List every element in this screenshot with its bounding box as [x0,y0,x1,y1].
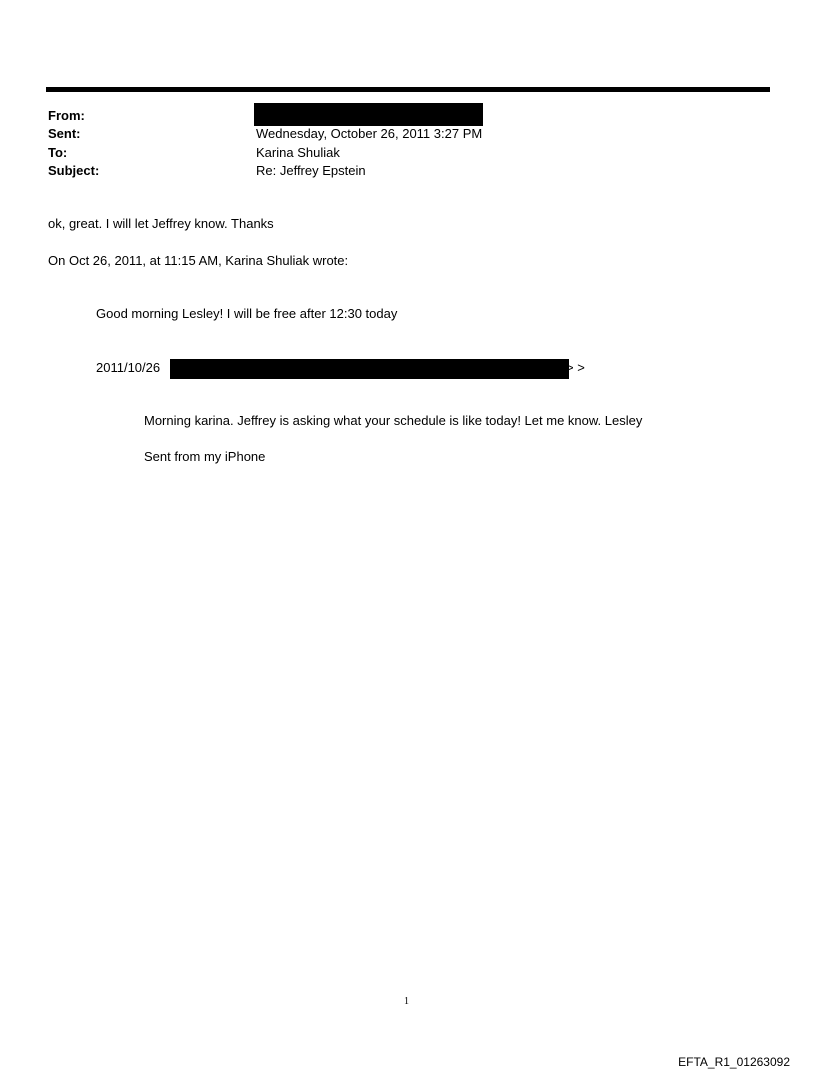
sent-label: Sent: [48,126,81,141]
from-redaction [254,103,483,126]
bates-number: EFTA_R1_01263092 [678,1055,790,1069]
reply-text: ok, great. I will let Jeffrey know. Thanks [48,216,274,231]
nested-date: 2011/10/26 [96,360,161,375]
nested-suffix: > > [566,360,585,375]
page-number: 1 [404,996,409,1007]
nested-message: Morning karina. Jeffrey is asking what your schedule is like today! Let me know. Lesley [144,413,643,428]
quote-intro: On Oct 26, 2011, at 11:15 AM, Karina Shuliak wrote: [48,253,349,268]
header-rule [46,87,770,92]
sent-value: Wednesday, October 26, 2011 3:27 PM [256,126,483,141]
to-value: Karina Shuliak [256,145,340,160]
nested-sender-redaction [170,359,569,379]
quoted-message: Good morning Lesley! I will be free after 12:30 today [96,306,398,321]
subject-label: Subject: [48,163,100,178]
to-label: To: [48,145,68,160]
from-label: From: [48,108,85,123]
subject-value: Re: Jeffrey Epstein [256,163,366,178]
signature: Sent from my iPhone [144,449,266,464]
